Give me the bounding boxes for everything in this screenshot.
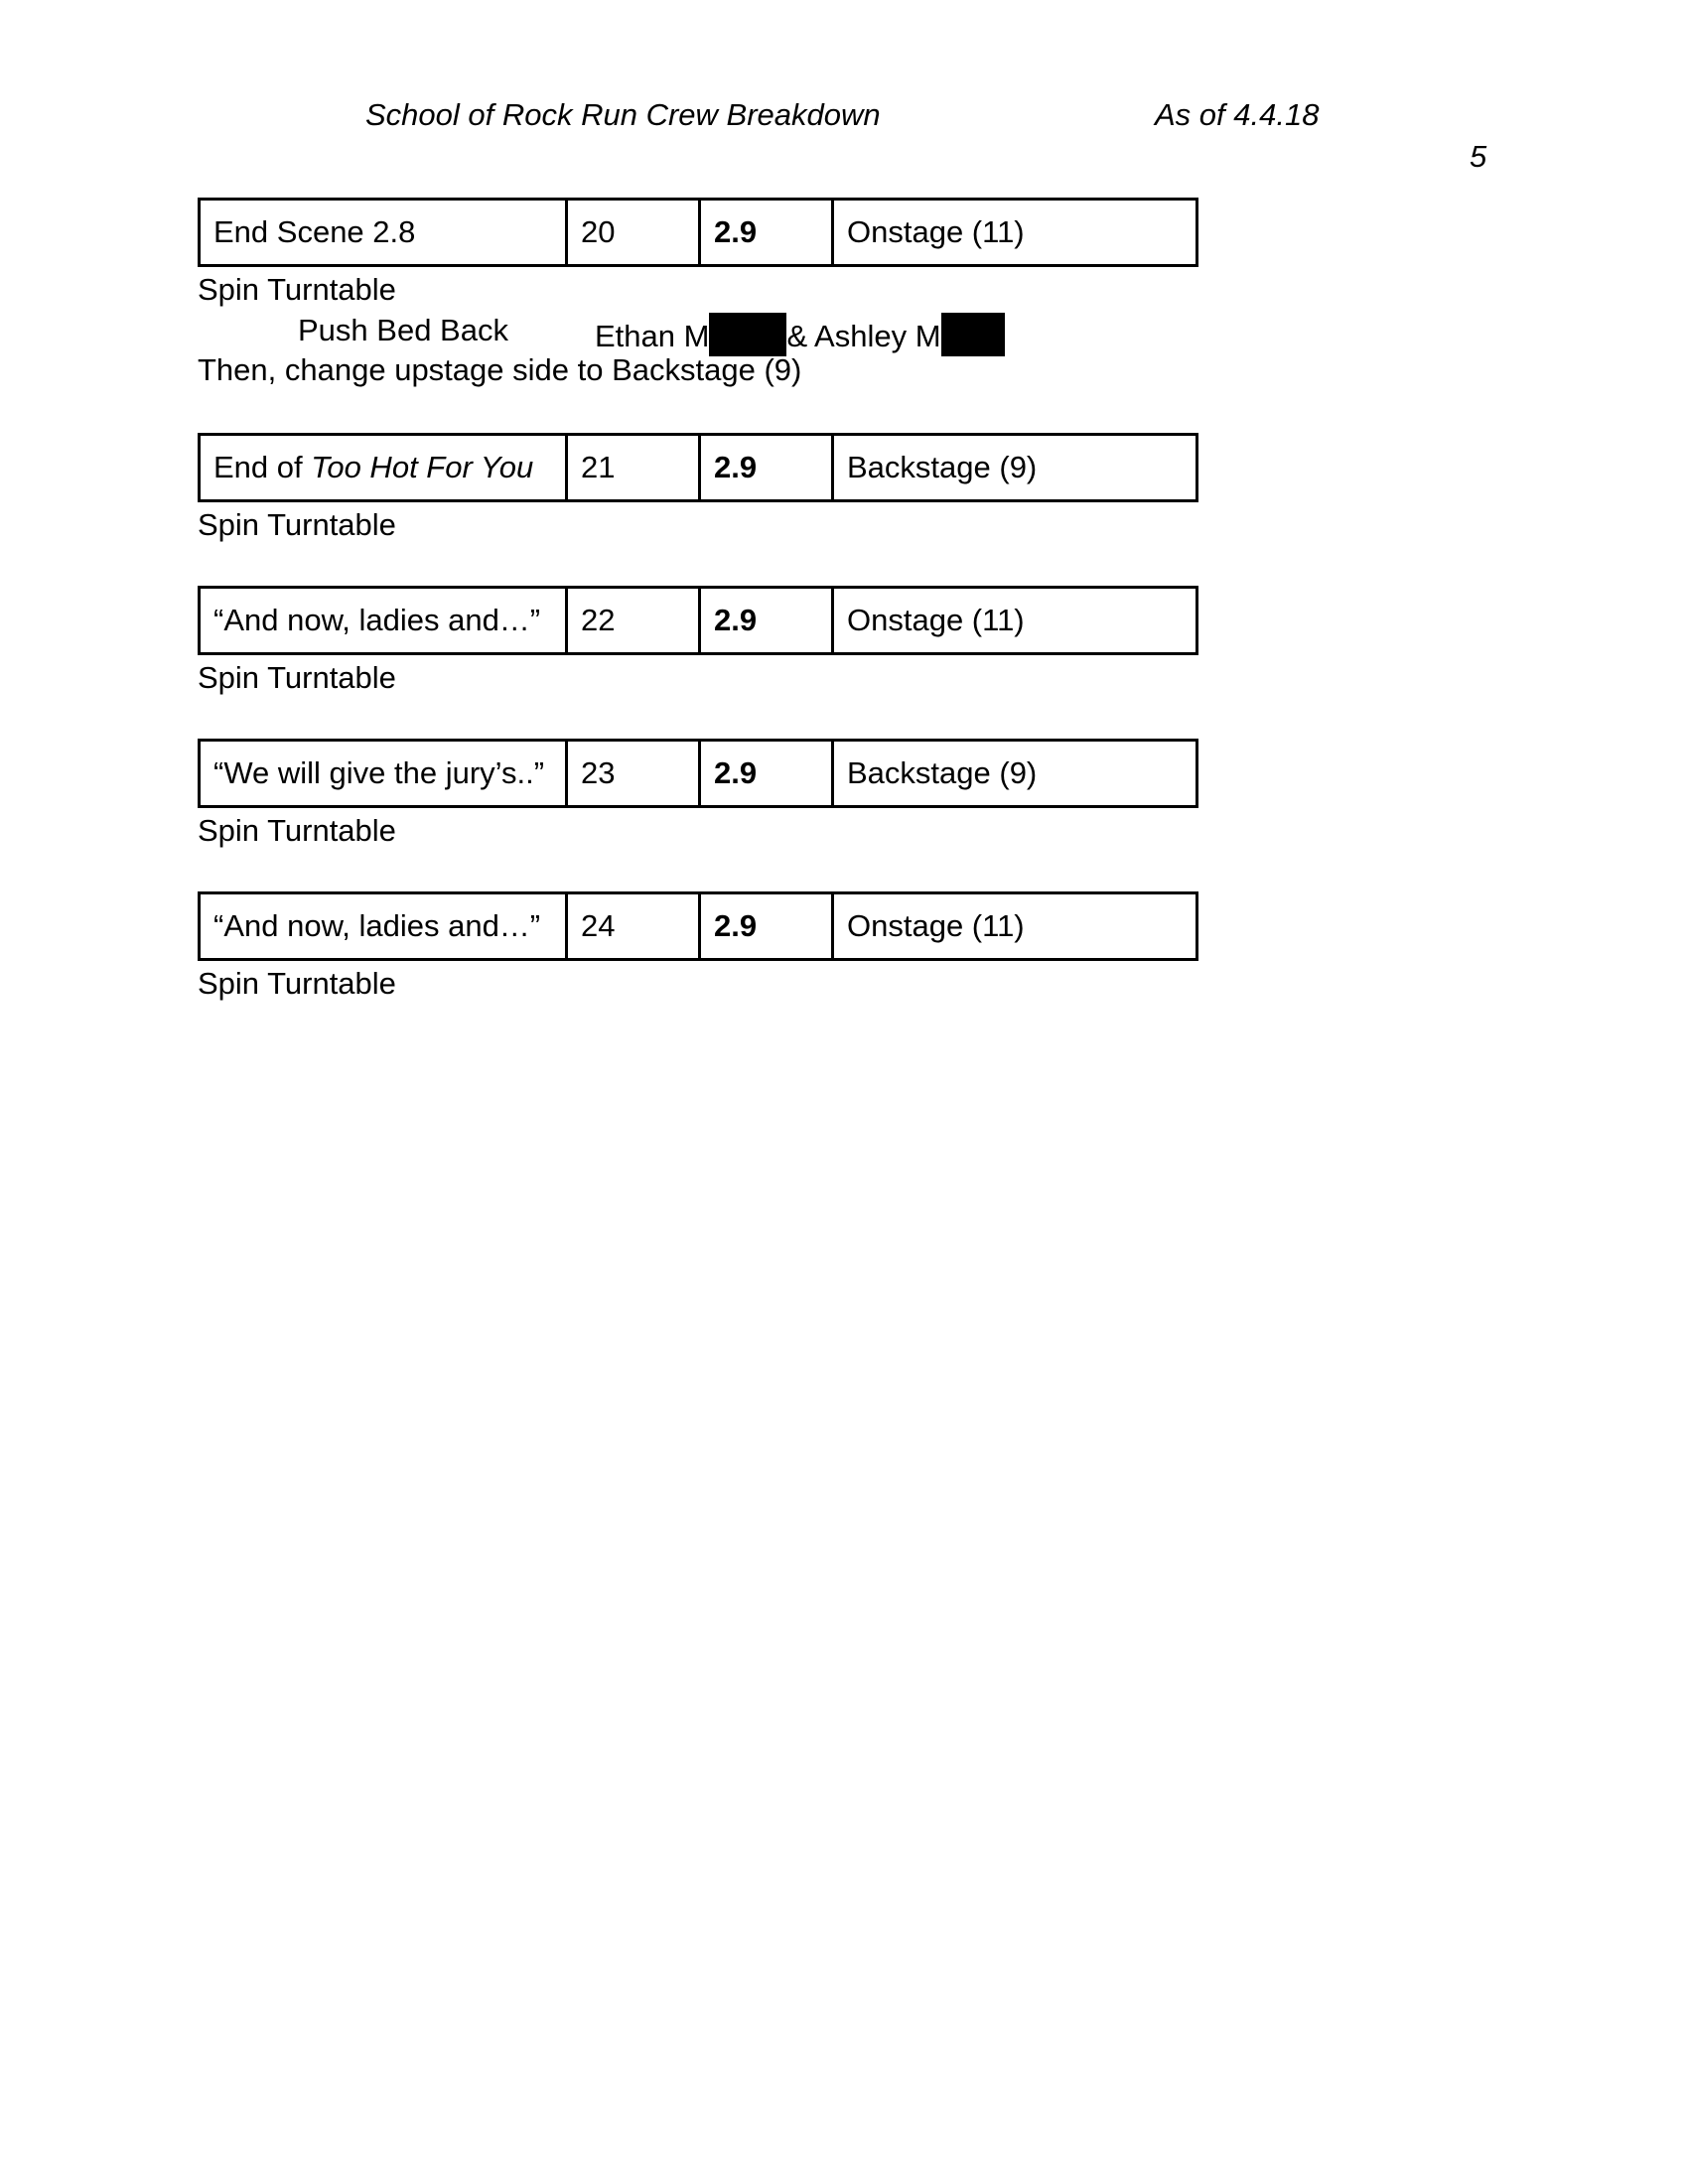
crew-member-name: & Ashley M	[786, 319, 941, 353]
cue-line-cell: End Scene 2.8	[200, 200, 567, 266]
redaction-block	[941, 313, 1005, 356]
cue-line-cell: “We will give the jury’s..”	[200, 741, 567, 807]
scene-cell: 2.9	[700, 200, 833, 266]
cue-number-cell: 23	[567, 741, 700, 807]
crew-assignment	[595, 313, 1005, 356]
cue-note: Spin Turntable	[198, 272, 396, 307]
cue-note: Spin Turntable	[198, 507, 396, 542]
scene-cell: 2.9	[700, 741, 833, 807]
revision-date: As of 4.4.18	[1155, 97, 1320, 132]
table-row	[200, 893, 1197, 960]
document-title: School of Rock Run Crew Breakdown	[365, 97, 881, 132]
crew-task: Push Bed Back	[298, 313, 508, 347]
cue-note: Spin Turntable	[198, 813, 396, 848]
turntable-position-cell: Backstage (9)	[833, 435, 1197, 501]
table-row	[200, 741, 1197, 807]
cue-line-text: End of	[213, 450, 312, 484]
turntable-position-cell: Backstage (9)	[833, 741, 1197, 807]
cue-table	[198, 891, 1198, 961]
cue-table	[198, 586, 1198, 655]
cue-note: Spin Turntable	[198, 966, 396, 1001]
cue-number-cell: 22	[567, 588, 700, 654]
cue-table	[198, 433, 1198, 502]
scene-cell: 2.9	[700, 588, 833, 654]
scene-cell: 2.9	[700, 435, 833, 501]
cue-table	[198, 739, 1198, 808]
turntable-position-cell: Onstage (11)	[833, 200, 1197, 266]
cue-number-cell: 20	[567, 200, 700, 266]
page-number: 5	[1470, 139, 1487, 174]
cue-line-cell: “And now, ladies and…”	[200, 893, 567, 960]
cue-line-cell	[200, 435, 567, 501]
song-title: Too Hot For You	[311, 450, 534, 484]
scene-cell: 2.9	[700, 893, 833, 960]
cue-number-cell: 21	[567, 435, 700, 501]
redaction-block	[709, 313, 786, 356]
cue-table	[198, 198, 1198, 267]
cue-line-cell: “And now, ladies and…”	[200, 588, 567, 654]
cue-note: Then, change upstage side to Backstage (9)	[198, 352, 802, 387]
turntable-position-cell: Onstage (11)	[833, 893, 1197, 960]
turntable-position-cell: Onstage (11)	[833, 588, 1197, 654]
cue-note: Spin Turntable	[198, 660, 396, 695]
crew-member-name: Ethan M	[595, 319, 710, 353]
table-row	[200, 435, 1197, 501]
table-row	[200, 588, 1197, 654]
table-row	[200, 200, 1197, 266]
cue-number-cell: 24	[567, 893, 700, 960]
